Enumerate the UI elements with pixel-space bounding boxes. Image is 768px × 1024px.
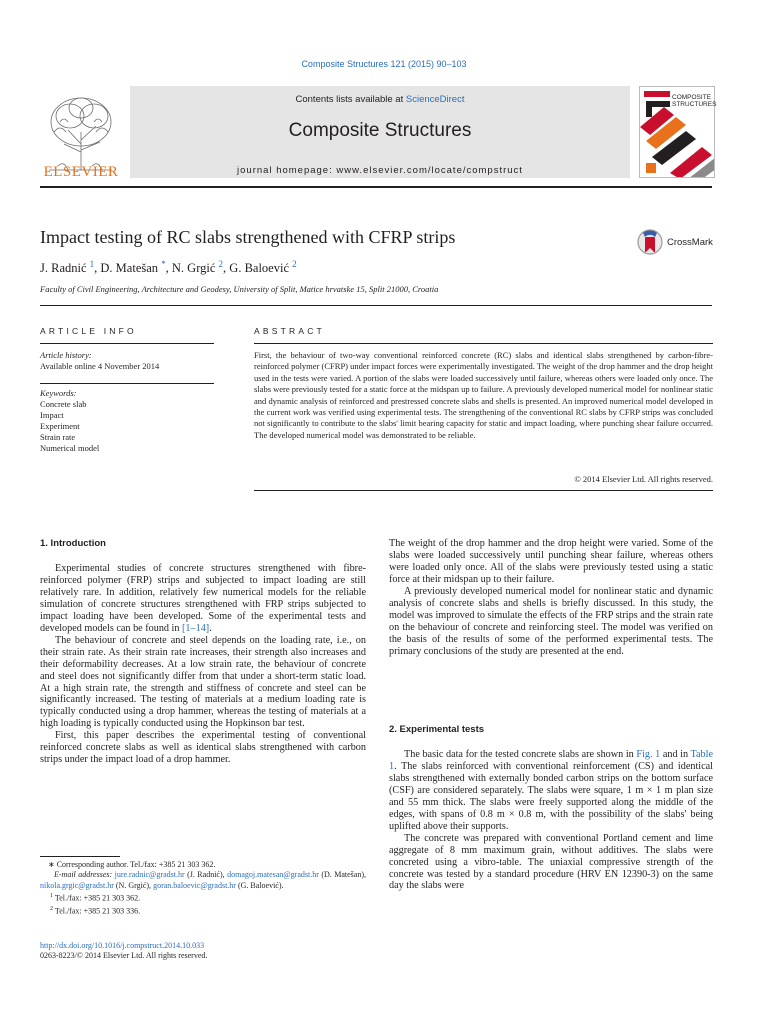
section-heading-experimental-tests: 2. Experimental tests — [389, 724, 485, 735]
info-rule — [40, 343, 214, 344]
history-value: Available online 4 November 2014 — [40, 360, 160, 371]
email-link[interactable]: goran.baloevic@gradst.hr — [153, 880, 236, 890]
crossmark-label: CrossMark — [667, 237, 713, 248]
crossmark-icon — [637, 228, 663, 256]
email-link[interactable]: jure.radnic@gradst.hr — [114, 870, 185, 880]
sciencedirect-link[interactable]: ScienceDirect — [405, 94, 465, 105]
footnote-rule — [40, 856, 120, 857]
issn-line: 0263-8223/© 2014 Elsevier Ltd. All rights reserved. — [40, 951, 208, 961]
body-text: and in — [660, 749, 691, 760]
publisher-wordmark: ELSEVIER — [43, 164, 119, 180]
article-info-heading: ARTICLE INFO — [40, 326, 137, 336]
footnote-2-text: Tel./fax: +385 21 303 336. — [54, 906, 141, 916]
keyword-item: Concrete slab — [40, 398, 87, 409]
email-owner: (N. Grgić), — [113, 880, 154, 890]
author-name[interactable]: D. Matešan — [100, 261, 159, 276]
author-mark[interactable]: 1 — [89, 259, 95, 269]
body-paragraph: The concrete was prepared with conventional Portland cement and lime aggregate of 8 mm maximum grain, without additives. The slabs were concreted using a vibro-table. The uniaxial compressive strength of the concrete was tested by a standard procedure (HRV EN 12390-3) on the same day the slabs were — [389, 832, 713, 892]
email-owner: (G. Baloević). — [235, 880, 284, 890]
left-column — [40, 563, 366, 766]
right-column-bottom — [389, 749, 713, 892]
author-mark[interactable]: 2 — [218, 259, 224, 269]
intro-text: . — [209, 622, 212, 634]
table-link[interactable]: Table 1 — [389, 749, 713, 772]
keyword-item: Strain rate — [40, 431, 76, 442]
footnotes — [40, 860, 366, 917]
article-title: Impact testing of RC slabs strengthened with CFRP strips — [40, 227, 456, 247]
corresponding-author-text: Corresponding author. Tel./fax: +385 21 303 362. — [56, 860, 216, 869]
cover-title — [672, 94, 716, 108]
author-list: J. Radnić $^1$, D. Matešan *, N. Grgić $^2$, G. Baloević $^2$ — [40, 259, 297, 276]
footnote-1-text: Tel./fax: +385 21 303 362. — [54, 893, 141, 903]
body-paragraph: A previously developed numerical model for nonlinear static and dynamic analysis of concrete slabs and shells is briefly discussed. In this study, the model was improved to simulate the effects of the FRP strips and the strain rate on the behaviour of concrete and reinforcing steel. The model was verified on the basis of the results of some of the performed experimental tests. The primary conclusions of the study are presented at the end. — [389, 585, 713, 657]
figure-link[interactable]: Fig. 1 — [636, 749, 661, 760]
email-owner: (J. Radnić), — [184, 870, 228, 880]
crossmark-badge[interactable] — [637, 228, 727, 256]
history-label: Article history: — [40, 350, 92, 360]
journal-homepage[interactable]: journal homepage: www.elsevier.com/locate/compstruct — [237, 165, 523, 176]
body-paragraph — [389, 749, 713, 833]
keywords-label: Keywords: — [40, 388, 77, 398]
keyword-item: Impact — [40, 409, 64, 420]
intro-paragraph: The behaviour of concrete and steel depends on the loading rate, i.e., on their strain rate. As their strain rate increases, their strength also increases and their deformability decreases. At a low strain rate, the behaviour of concrete and steel does not significantly differ from that under a short-term static load. At a high strain rate, the strength and stiffness of concrete and steel can be significantly increased. The testing of materials at a medium loading rate is typically conducted using a drop hammer, whereas the testing of materials at a high loading is typically conducted using the Hopkinson bar test. — [40, 634, 366, 730]
keyword-item: Experiment — [40, 420, 80, 431]
section-heading-introduction: 1. Introduction — [40, 538, 106, 549]
right-column-top — [389, 538, 713, 658]
cover-title-line-1: COMPOSITE — [672, 94, 712, 101]
abstract-heading: ABSTRACT — [254, 326, 325, 336]
reference-link[interactable]: [1–14] — [182, 622, 210, 634]
abstract-top-rule — [254, 343, 713, 344]
contents-line — [130, 94, 630, 105]
body-text: The basic data for the tested concrete slabs are shown in — [404, 749, 637, 760]
email-owner: (D. Matešan), — [318, 870, 366, 880]
body-paragraph: The weight of the drop hammer and the drop height were varied. Some of the slabs were loaded successively until punching shear failure, whereas others were loaded only once. All of the slabs were previously tested using a static force at their midspan up to their failure. — [389, 538, 713, 585]
abstract-copyright: © 2014 Elsevier Ltd. All rights reserved. — [574, 474, 713, 484]
intro-paragraph: First, this paper describes the experimental testing of conventional reinforced concrete slabs as well as identical slabs strengthened with carbon strips under the impact load of a drop hammer. — [40, 730, 366, 766]
abstract-text: First, the behaviour of two-way conventional reinforced concrete (RC) slabs and identical slabs strengthened by carbon-fibre-reinforced polymer (CFRP) under impact forces were experimentally investigated. The weight of the drop hammer and the drop height used in the tests were varied. A portion of the slabs were loaded successively until failure, whereas others were loaded only once. The slabs were previously tested for a static force at the midspan up to failure. A previously developed numerical model for nonlinear static and dynamic analysis of reinforced and prestressed concrete slabs and shells is presented. An improved numerical model developed in the current work was verified using experimental tests. The strengthening of the conventional RC slabs by CFRP strips was concluded not significantly to contribute to the slabs' limit bearing capacity for static and impact loading, where punching shear failure occurred. The developed numerical model was demonstrated to be reliable. — [254, 350, 713, 440]
author-mark[interactable]: 2 — [292, 259, 297, 269]
author-mark[interactable]: * — [161, 259, 166, 269]
journal-title: Composite Structures — [288, 120, 472, 141]
keyword-item: Numerical model — [40, 442, 100, 453]
intro-paragraph — [40, 563, 366, 635]
author-name[interactable]: G. Baloević — [229, 261, 290, 276]
title-rule — [40, 305, 712, 306]
corresponding-author-note: ∗ Corresponding author. Tel./fax: +385 21 303 362. — [48, 860, 216, 869]
email-label: E-mail addresses: — [54, 870, 115, 880]
cover-title-line-2: STRUCTURES — [672, 101, 717, 108]
email-link[interactable]: nikola.grgic@gradst.hr — [40, 880, 114, 890]
article-history — [40, 350, 220, 372]
body-text: . The slabs reinforced with conventional reinforcement (CS) and identical slabs strengthened with externally bonded carbon strips on the bottom surface (CSF) are considered separately. The slabs were square, 1 m × 1 m plan size and 55 mm thick. The slabs were freely supported along the middle of the edges, with spans of 0.8 m × 0.8 m, with the possibility of the slabs' being uplifted above their supports. — [389, 760, 713, 832]
author-name[interactable]: N. Grgić — [171, 261, 216, 276]
author-name[interactable]: J. Radnić — [40, 261, 87, 276]
intro-text: Experimental studies of concrete structures strengthened with fibre-reinforced polymer (FRP) strips and subjected to impact loading are still relatively rare. In addition, relatively few numerical models for the reliable simulation of concrete structures strengthened with FRP strips subjected to impact loading have been developed. Some of the experimental tests and developed models can be found in — [40, 563, 366, 634]
abstract-bottom-rule — [254, 490, 713, 491]
footnote-1: $^1$ Tel./fax: +385 21 303 362. — [50, 893, 141, 903]
publication-info — [40, 941, 207, 962]
keywords-block — [40, 388, 220, 453]
journal-reference[interactable]: Composite Structures 121 (2015) 90–103 — [301, 59, 467, 69]
footnote-2: $^2$ Tel./fax: +385 21 303 336. — [50, 906, 141, 916]
header-rule — [40, 186, 712, 188]
affiliation: Faculty of Civil Engineering, Architecture and Geodesy, University of Split, Matice hrvatske 15, Split 21000, Croatia — [40, 284, 439, 294]
email-link[interactable]: domagoj.matesan@gradst.hr — [227, 870, 319, 880]
history-rule — [40, 383, 214, 384]
email-addresses — [40, 870, 366, 891]
contents-prefix: Contents lists available at — [295, 94, 406, 105]
doi-link[interactable]: http://dx.doi.org/10.1016/j.compstruct.2014.10.033 — [40, 941, 205, 950]
